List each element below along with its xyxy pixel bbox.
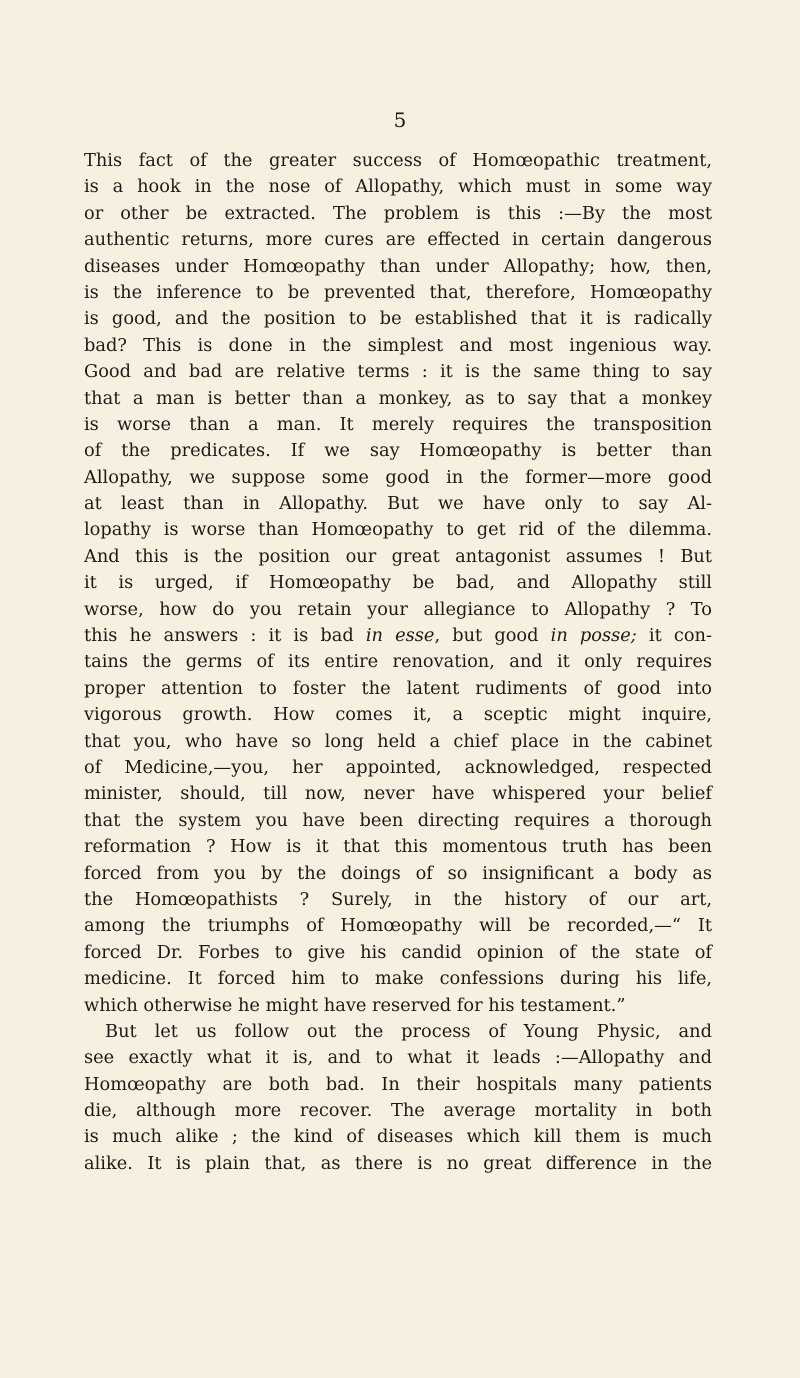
italic-phrase-in-esse: in esse	[365, 625, 435, 647]
text-line: tains the germs of its entire renovation, and it only requires	[84, 651, 712, 673]
text-line: that you, who have so long held a chief place in the cabinet	[84, 730, 712, 752]
text-line: Allopathy, we suppose some good in the former—more good	[84, 466, 712, 488]
text-line: vigorous growth. How comes it, a sceptic might inquire,	[84, 704, 712, 726]
text-line: But let us follow out the process of Young Physic, and	[105, 1020, 712, 1042]
text-line: is a hook in the nose of Allopathy, which must in some way	[84, 176, 712, 198]
text-line-with-italics	[84, 623, 712, 649]
body-text	[84, 148, 712, 1177]
text-line: proper attention to foster the latent rudiments of good into	[84, 677, 712, 699]
text-segment: , but good	[434, 625, 551, 647]
text-line: alike. It is plain that, as there is no great difference in the	[84, 1152, 712, 1174]
text-segment: it con-	[636, 625, 713, 647]
text-line: minister, should, till now, never have whispered your belief	[84, 783, 712, 805]
text-line: authentic returns, more cures are effected in certain dangerous	[84, 229, 712, 251]
text-segment: this he answers : it is bad	[84, 625, 366, 647]
text-line: medicine. It forced him to make confessions during his life,	[84, 968, 712, 990]
page-number: 5	[393, 108, 407, 132]
text-line: at least than in Allopathy. But we have only to say Al-	[84, 493, 712, 515]
text-line: lopathy is worse than Homœopathy to get rid of the dilemma.	[84, 519, 712, 541]
text-line: is good, and the position to be established that it is radically	[84, 308, 712, 330]
text-line: among the triumphs of Homœopathy will be recorded,—“ It	[84, 915, 712, 937]
text-line: This fact of the greater success of Homœopathic treatment,	[84, 150, 712, 171]
text-line: of the predicates. If we say Homœopathy is better than	[84, 440, 712, 462]
text-line: which otherwise he might have reserved for his testament.”	[84, 994, 626, 1016]
text-line: bad? This is done in the simplest and most ingenious way.	[84, 334, 712, 356]
text-line: it is urged, if Homœopathy be bad, and Allopathy still	[84, 572, 712, 594]
text-line: reformation ? How is it that this momentous truth has been	[84, 836, 712, 858]
text-line: forced from you by the doings of so insignificant a body as	[84, 862, 712, 884]
text-line: And this is the position our great antagonist assumes ! But	[84, 545, 712, 567]
text-line: forced Dr. Forbes to give his candid opinion of the state of	[84, 941, 712, 963]
text-line: or other be extracted. The problem is this :—By the most	[84, 202, 712, 224]
text-line: Homœopathy are both bad. In their hospitals many patients	[84, 1073, 712, 1095]
italic-phrase-in-posse: in posse;	[550, 625, 637, 647]
text-line: die, although more recover. The average mortality in both	[84, 1100, 712, 1122]
text-line: that a man is better than a monkey, as to say that a monkey	[84, 387, 712, 409]
text-line: Good and bad are relative terms : it is the same thing to say	[84, 361, 712, 383]
text-line: that the system you have been directing requires a thorough	[84, 809, 712, 831]
text-line: see exactly what it is, and to what it leads :—Allopathy and	[84, 1047, 712, 1069]
text-line: diseases under Homœopathy than under Allopathy; how, then,	[84, 255, 712, 277]
text-line: worse, how do you retain your allegiance to Allopathy ? To	[84, 598, 712, 620]
text-line: of Medicine,—you, her appointed, acknowledged, respected	[84, 756, 712, 778]
text-line: the Homœopathists ? Surely, in the history of our art,	[84, 888, 712, 910]
text-line: is the inference to be prevented that, therefore, Homœopathy	[84, 281, 712, 303]
text-line: is worse than a man. It merely requires the transposition	[84, 413, 712, 435]
text-line: is much alike ; the kind of diseases which kill them is much	[84, 1126, 712, 1148]
